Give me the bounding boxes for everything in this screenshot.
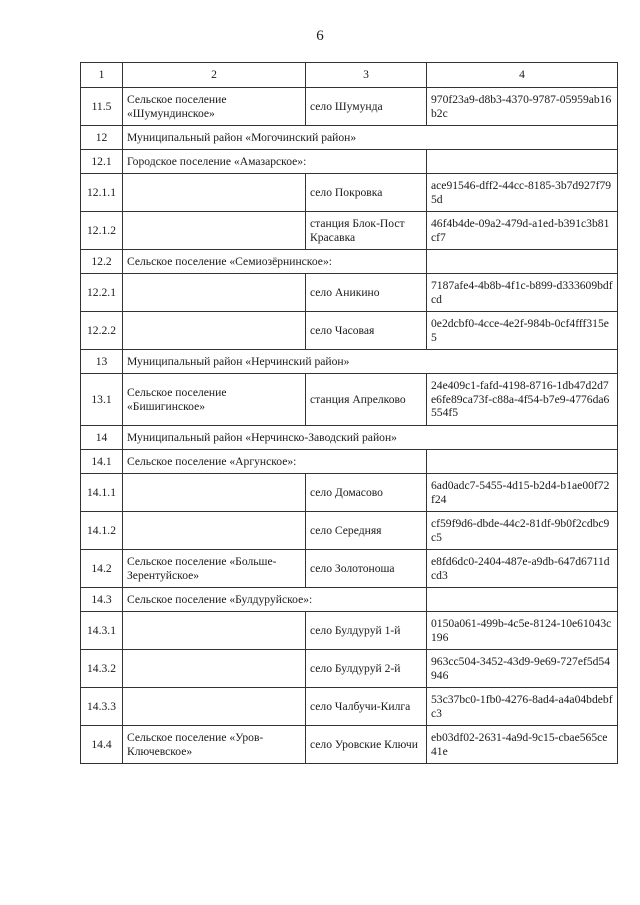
guid-cell: 46f4b4de-09a2-479d-a1ed-b391c3b81cf7 (427, 212, 618, 250)
guid-cell: e8fd6dc0-2404-487e-a9db-647d6711dcd3 (427, 550, 618, 588)
table-row (81, 274, 618, 312)
row-number: 14.3.1 (81, 612, 123, 650)
municipal-district-name: Муниципальный район «Нерчинско-Заводский район» (123, 426, 618, 450)
guid-cell: 6ad0adc7-5455-4d15-b2d4-b1ae00f72f24 (427, 474, 618, 512)
table-row (81, 426, 618, 450)
table-row (81, 726, 618, 764)
municipal-entity-name (123, 688, 306, 726)
table-row (81, 250, 618, 274)
settlement-name: село Домасово (306, 474, 427, 512)
guid-cell: 970f23a9-d8b3-4370-9787-05959ab16b2c (427, 88, 618, 126)
row-number: 12.1.2 (81, 212, 123, 250)
municipal-entity-name: Сельское поселение «Уров-Ключевское» (123, 726, 306, 764)
guid-cell (427, 588, 618, 612)
guid-cell (427, 450, 618, 474)
table-row (81, 650, 618, 688)
table-row (81, 88, 618, 126)
municipal-entity-name: Сельское поселение «Шумундинское» (123, 88, 306, 126)
row-number: 14.4 (81, 726, 123, 764)
municipal-entity-name (123, 512, 306, 550)
guid-cell (427, 150, 618, 174)
table-row (81, 126, 618, 150)
guid-cell: cf59f9d6-dbde-44c2-81df-9b0f2cdbc9c5 (427, 512, 618, 550)
table-row (81, 688, 618, 726)
table-row (81, 612, 618, 650)
settlement-name: село Булдуруй 2-й (306, 650, 427, 688)
guid-cell: 0150a061-499b-4c5e-8124-10e61043c196 (427, 612, 618, 650)
column-header: 4 (427, 63, 618, 88)
settlement-name: село Покровка (306, 174, 427, 212)
row-number: 11.5 (81, 88, 123, 126)
row-number: 12.1 (81, 150, 123, 174)
municipal-district-name: Муниципальный район «Нерчинский район» (123, 350, 618, 374)
settlement-name: село Булдуруй 1-й (306, 612, 427, 650)
table-row (81, 212, 618, 250)
table-row (81, 450, 618, 474)
row-number: 14.1.1 (81, 474, 123, 512)
municipal-entity-name (123, 650, 306, 688)
table-row (81, 588, 618, 612)
row-number: 14 (81, 426, 123, 450)
municipal-entity-name: Сельское поселение «Семиозёрнинское»: (123, 250, 427, 274)
table-row (81, 374, 618, 426)
page-number: 6 (316, 28, 324, 44)
row-number: 14.3.2 (81, 650, 123, 688)
guid-cell: eb03df02-2631-4a9d-9c15-cbae565ce41e (427, 726, 618, 764)
guid-cell (427, 250, 618, 274)
table-header-row (81, 63, 618, 88)
column-header: 3 (306, 63, 427, 88)
municipal-entity-name (123, 474, 306, 512)
municipal-district-name: Муниципальный район «Могочинский район» (123, 126, 618, 150)
row-number: 12.1.1 (81, 174, 123, 212)
guid-cell: 53c37bc0-1fb0-4276-8ad4-a4a04bdebfc3 (427, 688, 618, 726)
table-row (81, 150, 618, 174)
settlement-name: село Уровские Ключи (306, 726, 427, 764)
settlement-name: село Аникино (306, 274, 427, 312)
table-row (81, 312, 618, 350)
municipal-entity-name (123, 274, 306, 312)
municipal-entity-name: Сельское поселение «Булдуруйское»: (123, 588, 427, 612)
row-number: 14.1 (81, 450, 123, 474)
row-number: 14.3 (81, 588, 123, 612)
row-number: 14.3.3 (81, 688, 123, 726)
guid-cell: 963cc504-3452-43d9-9e69-727ef5d54946 (427, 650, 618, 688)
table-row (81, 474, 618, 512)
settlement-name: село Часовая (306, 312, 427, 350)
guid-cell: ace91546-dff2-44cc-8185-3b7d927f795d (427, 174, 618, 212)
column-header: 1 (81, 63, 123, 88)
settlement-name: село Золотоноша (306, 550, 427, 588)
municipal-entity-name (123, 174, 306, 212)
municipal-entity-name (123, 312, 306, 350)
settlement-name: село Середняя (306, 512, 427, 550)
table-row (81, 174, 618, 212)
table-row (81, 550, 618, 588)
row-number: 14.1.2 (81, 512, 123, 550)
registry-table (80, 62, 618, 764)
table-row (81, 350, 618, 374)
column-header: 2 (123, 63, 306, 88)
table-row (81, 512, 618, 550)
row-number: 12 (81, 126, 123, 150)
row-number: 13 (81, 350, 123, 374)
guid-cell: 0e2dcbf0-4cce-4e2f-984b-0cf4fff315e5 (427, 312, 618, 350)
settlement-name: станция Апрелково (306, 374, 427, 426)
settlement-name: станция Блок-Пост Красавка (306, 212, 427, 250)
row-number: 12.2.2 (81, 312, 123, 350)
municipal-entity-name: Городское поселение «Амазарское»: (123, 150, 427, 174)
municipal-entity-name: Сельское поселение «Аргунское»: (123, 450, 427, 474)
row-number: 12.2.1 (81, 274, 123, 312)
row-number: 12.2 (81, 250, 123, 274)
settlement-name: село Чалбучи-Килга (306, 688, 427, 726)
settlement-name: село Шумунда (306, 88, 427, 126)
guid-cell: 7187afe4-4b8b-4f1c-b899-d333609bdfcd (427, 274, 618, 312)
guid-cell: 24e409c1-fafd-4198-8716-1db47d2d7e6fe89ca73f-c88a-4f54-b7e9-4776da6554f5 (427, 374, 618, 426)
row-number: 14.2 (81, 550, 123, 588)
municipal-entity-name: Сельское поселение «Больше-Зерентуйское» (123, 550, 306, 588)
municipal-entity-name (123, 612, 306, 650)
municipal-entity-name: Сельское поселение «Бишигинское» (123, 374, 306, 426)
municipal-entity-name (123, 212, 306, 250)
row-number: 13.1 (81, 374, 123, 426)
